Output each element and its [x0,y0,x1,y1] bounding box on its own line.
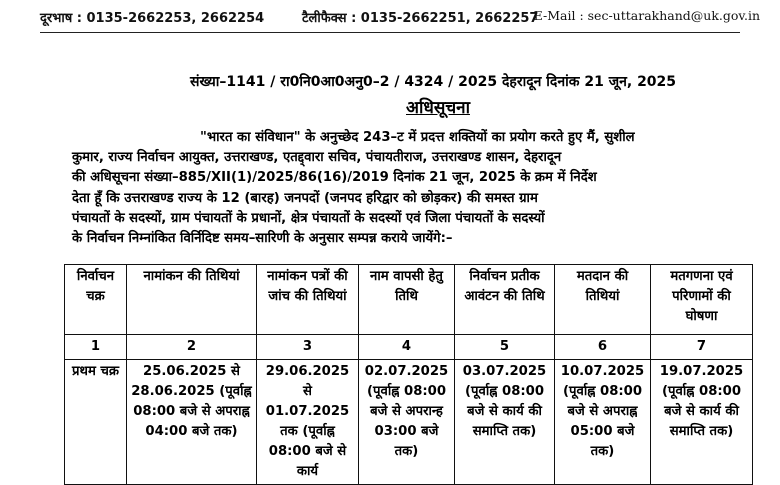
column-number: 6 [555,335,651,360]
table-cell: 10.07.2025 (पूर्वाह्न 08:00 बजे से अपराह्न 05:00 बजे तक) [555,360,651,485]
letterhead-contact-line [40,8,760,28]
column-number: 1 [65,335,127,360]
notification-paragraph [72,128,742,249]
column-number: 2 [127,335,257,360]
header-cell-nomination: नामांकन की तिथियां [127,265,257,335]
paragraph-line: के निर्वाचन निम्नांकित विर्निदिष्ट समय–सारिणी के अनुसार सम्पन्न कराये जायेंगे:– [72,231,453,247]
fax-number: टैलीफैक्स : 0135-2662251, 2662257 [302,11,539,26]
column-number: 4 [359,335,455,360]
header-cell-counting: मतगणना एवं परिणामों की घोषणा [651,265,753,335]
paragraph-line: कुमार, राज्य निर्वाचन आयुक्त, उत्तराखण्ड, एतद्द्वारा सचिव, पंचायतीराज, उत्तराखण्ड शासन, देहरादून [72,150,562,166]
paragraph-line: की अधिसूचना संख्या–885/XII(1)/2025/86(16)/2019 दिनांक 21 जून, 2025 के क्रम में निर्देश [72,170,597,186]
header-cell-symbol: निर्वाचन प्रतीक आवंटन की तिथि [455,265,555,335]
table-header-row [65,265,753,335]
phone-number: दूरभाष : 0135-2662253, 2662254 [40,11,265,26]
table-cell: 02.07.2025 (पूर्वाह्न 08:00 बजे से अपरान्ह 03:00 बजे तक) [359,360,455,485]
table-cell: प्रथम चक्र [65,360,127,485]
header-cell-scrutiny: नामांकन पत्रों की जांच की तिथियां [257,265,359,335]
election-schedule-table [64,264,753,485]
table-number-row [65,335,753,360]
header-cell-polling: मतदान की तिथियां [555,265,651,335]
notification-title: अधिसूचना [406,98,470,118]
header-divider [40,32,740,33]
email-address[interactable]: E-Mail : sec-uttarakhand@uk.gov.in [533,8,760,23]
table-row [65,360,753,485]
paragraph-line: पंचायतों के सदस्यों, ग्राम पंचायतों के प्रधानों, क्षेत्र पंचायतों के सदस्यों एवं जिला पंचायतों के सदस्यों [72,210,545,226]
column-number: 3 [257,335,359,360]
column-number: 7 [651,335,753,360]
header-cell-cycle: निर्वाचन चक्र [65,265,127,335]
paragraph-line: देता हूँ कि उत्तराखण्ड राज्य के 12 (बारह) जनपदों (जनपद हरिद्वार को छोड़कर) की समस्त ग्राम [72,190,538,206]
header-cell-withdrawal: नाम वापसी हेतु तिथि [359,265,455,335]
reference-number: संख्या–1141 / रा0नि0आ0अनु0–2 / 4324 / 2025 देहरादून दिनांक 21 जून, 2025 [190,74,677,90]
table-cell: 03.07.2025 (पूर्वाह्न 08:00 बजे से कार्य की समाप्ति तक) [455,360,555,485]
column-number: 5 [455,335,555,360]
paragraph-line: "भारत का संविधान" के अनुच्छेद 243–ट में प्रदत्त शक्तियों का प्रयोग करते हुए मैं, सुशील [200,130,635,145]
table-cell: 25.06.2025 से 28.06.2025 (पूर्वाह्न 08:00 बजे से अपराह्न 04:00 बजे तक) [127,360,257,485]
table-cell: 29.06.2025 से 01.07.2025 तक (पूर्वाह्न 08:00 बजे से कार्य [257,360,359,485]
table-cell: 19.07.2025 (पूर्वाह्न 08:00 बजे से कार्य की समाप्ति तक) [651,360,753,485]
